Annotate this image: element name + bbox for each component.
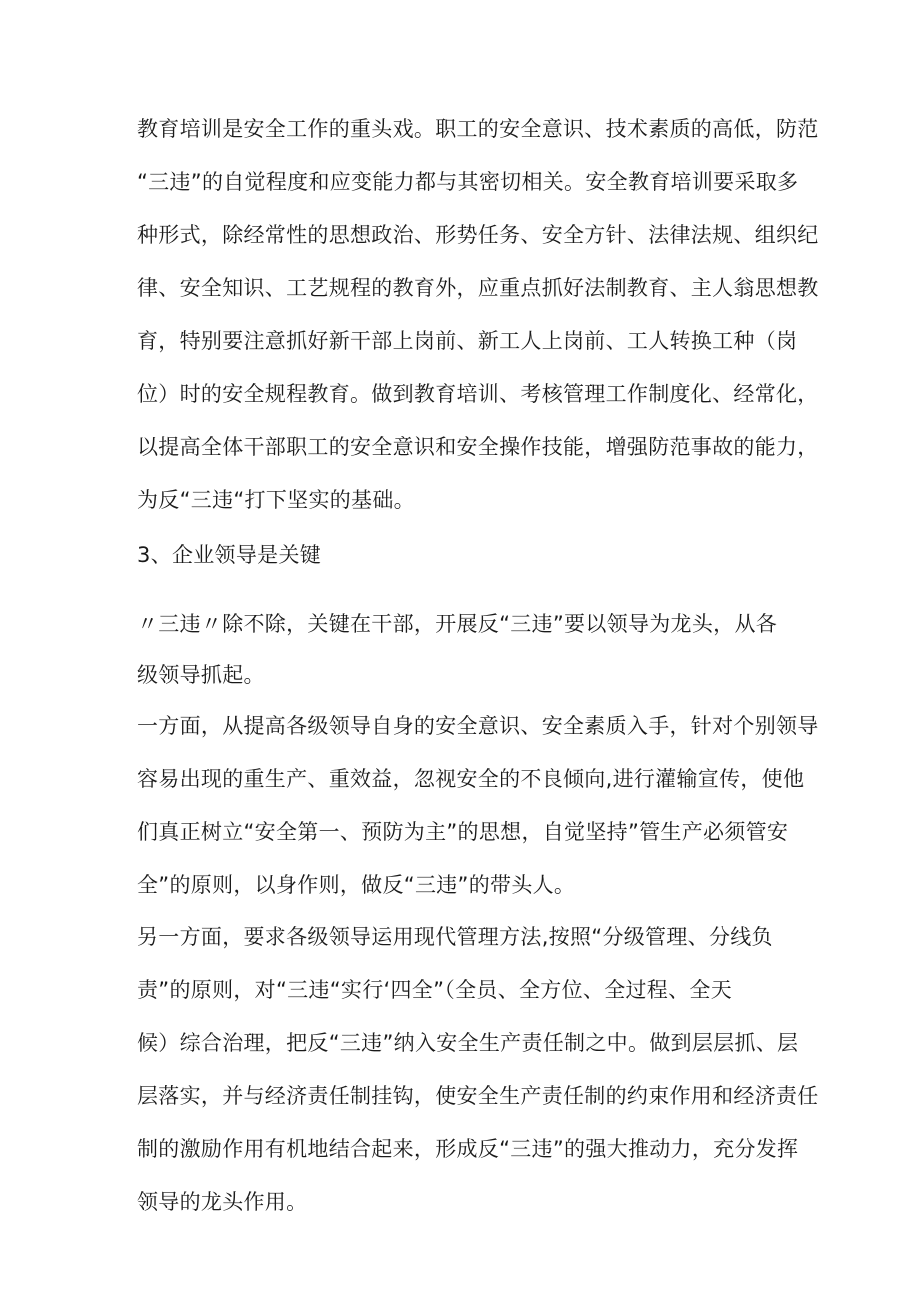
text-line: 责”的原则，对“三违“实行‘四全”（全员、全方位、全过程、全天	[137, 978, 732, 1002]
text-line: “三违”的自觉程度和应变能力都与其密切相关。安全教育培训要采取多	[137, 170, 799, 194]
text-line: 教育培训是安全工作的重头戏。职工的安全意识、技术素质的高低，防范	[137, 117, 819, 141]
text-line: 容易出现的重生产、重效益，忽视安全的不良倾向,进行灌输宣传，使他	[137, 767, 805, 791]
text-line: 为反“三违“打下坚实的基础。	[137, 488, 415, 512]
section-heading: 3、企业领导是关键	[137, 543, 322, 567]
text-line: 律、安全知识、工艺规程的教育外，应重点抓好法制教育、主人翁思想教	[137, 276, 819, 300]
text-line: 全”的原则，以身作则，做反“三违”的带头人。	[137, 873, 576, 897]
text-line: 级领导抓起。	[137, 663, 265, 687]
text-line: 层落实，并与经济责任制挂钩，使安全生产责任制的约束作用和经济责任	[137, 1084, 819, 1108]
text-line: 另一方面，要求各级领导运用现代管理方法,按照“分级管理、分线负	[137, 925, 773, 949]
text-line: 以提高全体干部职工的安全意识和安全操作技能，增强防范事故的能力，	[137, 435, 819, 459]
text-line: 一方面，从提高各级领导自身的安全意识、安全素质入手，针对个别领导	[137, 714, 819, 738]
text-line: 位）时的安全规程教育。做到教育培训、考核管理工作制度化、经常化，	[137, 382, 819, 406]
text-line: 〃三违〃除不除，关键在干部，开展反“三违”要以领导为龙头，从各	[137, 612, 778, 636]
text-line: 制的激励作用有机地结合起来，形成反“三违”的强大推动力，充分发挥	[137, 1137, 799, 1161]
text-line: 领导的龙头作用。	[137, 1190, 308, 1214]
text-line: 种形式，除经常性的思想政治、形势任务、安全方针、法律法规、组织纪	[137, 223, 819, 247]
text-line: 育，特别要注意抓好新干部上岗前、新工人上岗前、工人转换工种（岗	[137, 329, 798, 353]
text-line: 们真正树立“安全第一、预防为主”的思想，自觉坚持”管生产必须管安	[137, 820, 789, 844]
text-line: 候）综合治理，把反“三违”纳入安全生产责任制之中。做到层层抓、层	[137, 1031, 799, 1055]
